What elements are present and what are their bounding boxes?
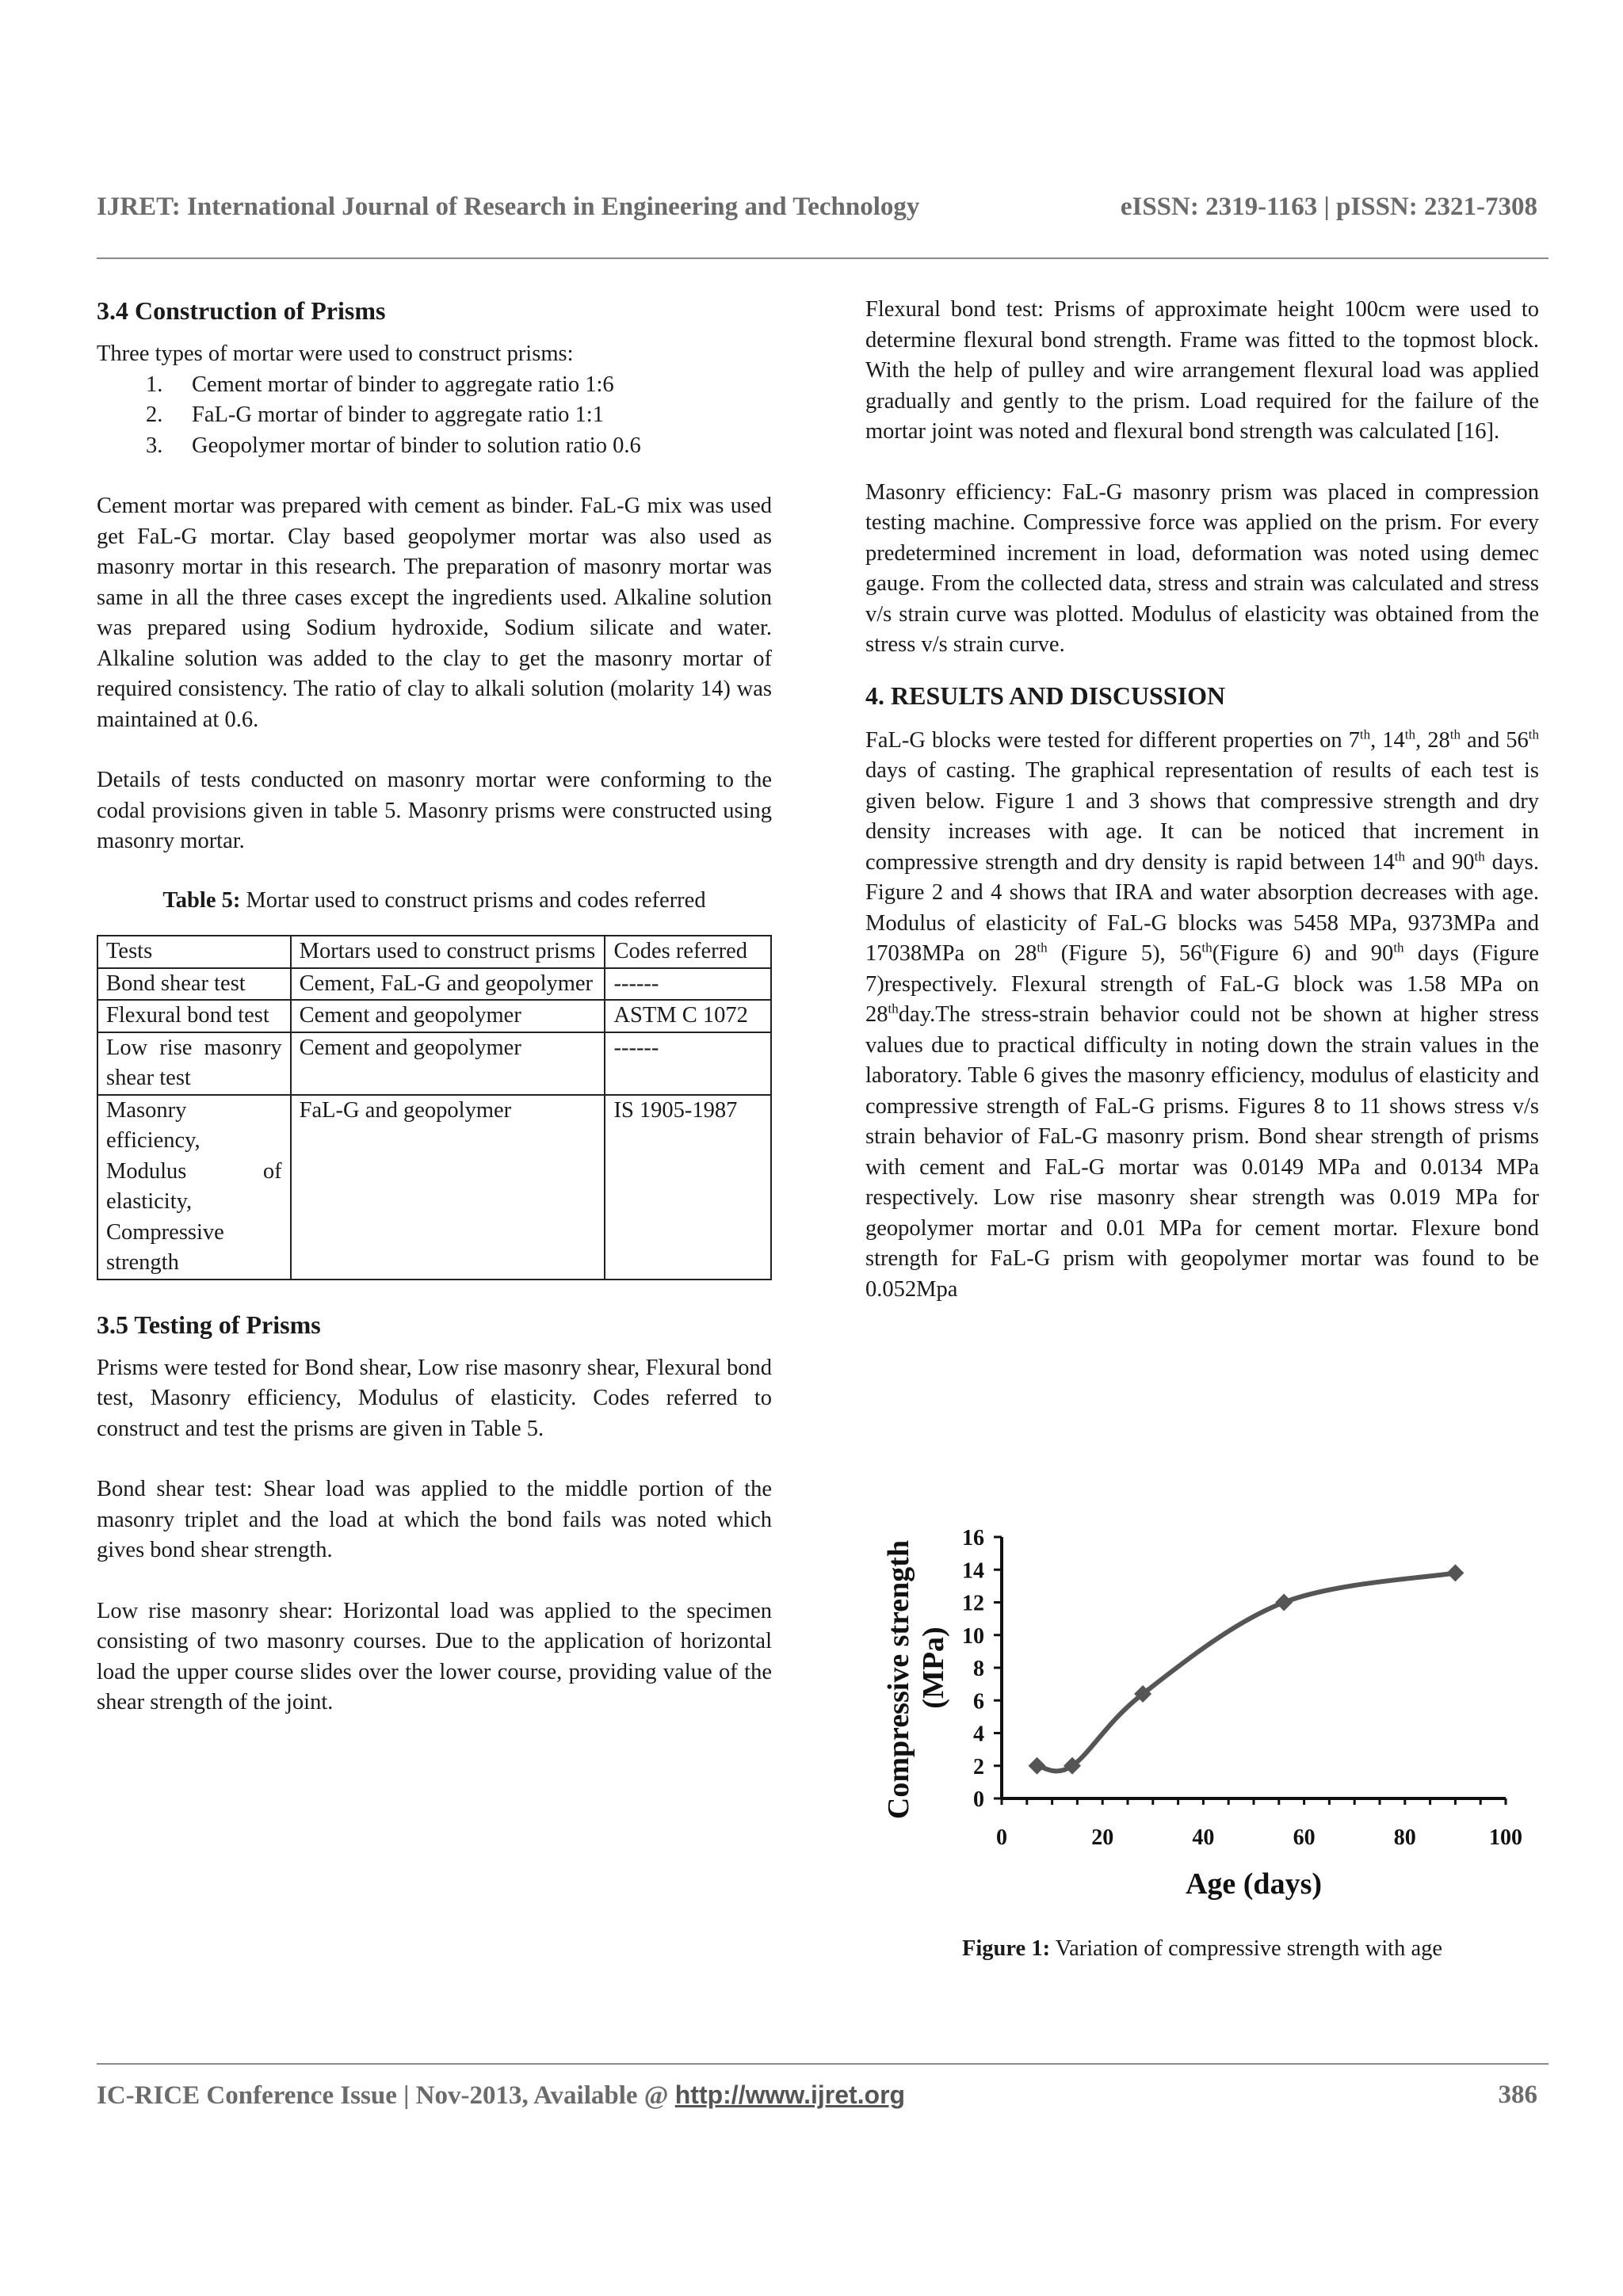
data-point [1446,1564,1464,1581]
x-tick-label: 60 [1293,1825,1316,1850]
right-column [865,295,1539,1305]
x-tick-label: 20 [1091,1825,1114,1850]
x-tick-label: 100 [1489,1825,1522,1850]
x-tick-label: 80 [1393,1825,1416,1850]
x-tick-label: 0 [996,1825,1007,1850]
header-rule [97,257,1549,259]
list-item: 3. Geopolymer mortar of binder to solution ratio 0.6 [146,433,641,458]
footer-conference: IC-RICE Conference Issue | Nov-2013, Available @ http://www.ijret.org [97,2081,906,2110]
y-tick-label: 4 [973,1722,984,1747]
compressive-strength-chart [865,1505,1539,1917]
y-tick-label: 8 [973,1657,984,1681]
y-tick-label: 6 [973,1689,984,1714]
mortar-paragraph: Cement mortar was prepared with cement as binder. FaL-G mix was used get FaL-G mortar. Clay based geopolymer mortar was also used as masonry mortar in this research. The preparation of masonry mortar was same in all the three cases except the ingredients used. Alkaline solution was prepared using Sodium hydroxide, Sodium silicate and water. Alkaline solution was added to the clay to get the masonry mortar of required consistency. The ratio of clay to alkali solution (molarity 14) was maintained at 0.6. [97,494,772,732]
y-tick-label: 14 [962,1558,984,1584]
x-axis-title: Age (days) [1185,1867,1323,1901]
journal-issn: eISSN: 2319-1163 | pISSN: 2321-7308 [1120,193,1537,221]
y-axis-title: Compressive strength [882,1539,915,1820]
section-4-heading: 4. RESULTS AND DISCUSSION [865,681,1226,710]
table-row: Flexural bond test Cement and geopolymer ASTM C 1072 [97,1000,771,1032]
table-row: Low rise masonry shear test Cement and geopolymer ------ [97,1032,771,1095]
prism-intro: Three types of mortar were used to construct prisms: [97,341,574,366]
list-item: 2. FaL-G mortar of binder to aggregate ratio 1:1 [146,402,604,427]
data-point [1029,1757,1046,1775]
table-5 [97,935,772,1280]
mortar-list [97,370,772,462]
low-rise-paragraph: Low rise masonry shear: Horizontal load was applied to the specimen consisting of two masonry courses. Due to the application of horizontal load the upper course slides over the lower course, providing value of the shear strength of the joint. [97,1598,772,1714]
journal-link[interactable]: http://www.ijret.org [674,2081,906,2109]
list-item: 1. Cement mortar of binder to aggregate ratio 1:6 [146,372,614,397]
y-tick-label: 2 [973,1754,984,1779]
section-3-5-heading: 3.5 Testing of Prisms [97,1310,321,1339]
table-row: Bond shear test Cement, FaL-G and geopolymer ------ [97,968,771,1001]
table-5-caption: Table 5: Mortar used to construct prisms and codes referred [162,887,706,913]
testing-paragraph: Prisms were tested for Bond shear, Low rise masonry shear, Flexural bond test, Masonry efficiency, Modulus of elasticity. Codes referred to construct and test the prisms are given in Table 5. [97,1355,772,1441]
table-header-row: Tests Mortars used to construct prisms Codes referred [97,936,771,968]
y-axis-title-units: (MPa) [917,1627,950,1709]
series-line [1037,1573,1456,1771]
masonry-efficiency-paragraph: Masonry efficiency: FaL-G masonry prism was placed in compression testing machine. Compressive force was applied on the prism. For every predetermined increment in load, deformation was noted using demec gauge. From the collected data, stress and strain was calculated and stress v/s strain curve was plotted. Modulus of elasticity was obtained from the stress v/s strain curve. [865,479,1539,657]
results-paragraph: FaL-G blocks were tested for different properties on 7th, 14th, 28th and 56th days of casting. The graphical representation of results of each test is given below. Figure 1 and 3 shows that compressive strength and dry density increases with age. It can be noticed that increment in compressive strength and dry density is rapid between 14th and 90th days. Figure 2 and 4 shows that IRA and water absorption decreases with age. Modulus of elasticity of FaL-G blocks was 5458 MPa, 9373MPa and 17038MPa on 28th (Figure 5), 56th(Figure 6) and 90th days (Figure 7)respectively. Flexural strength of FaL-G block was 1.58 MPa on 28thday.The stress-strain behavior could not be shown at higher stress values due to practical difficulty in noting down the strain values in the laboratory. Table 6 gives the masonry efficiency, modulus of elasticity and compressive strength of FaL-G prisms. Figures 8 to 11 shows stress v/s strain behavior of FaL-G masonry prism. Bond shear strength of prisms with cement and FaL-G mortar was 0.0149 MPa and 0.0134 MPa respectively. Low rise masonry shear strength was 0.019 MPa for geopolymer mortar and 0.01 MPa for cement mortar. Flexure bond strength for FaL-G prism with geopolymer mortar was found to be 0.052Mpa [865,727,1540,1302]
y-tick-label: 10 [962,1623,984,1649]
figure-1-caption: Figure 1: Variation of compressive strength with age [961,1936,1442,1961]
section-3-4-heading: 3.4 Construction of Prisms [97,296,386,325]
page-number: 386 [1498,2081,1537,2109]
x-tick-label: 40 [1192,1825,1215,1850]
table-row: Masonry efficiency, Modulus of elasticity, Compressive strength FaL-G and geopolymer IS 1905-1987 [97,1095,771,1280]
y-tick-label: 0 [973,1787,984,1812]
y-tick-label: 16 [962,1526,984,1550]
data-point [1275,1594,1293,1611]
left-column [97,295,772,1749]
bond-shear-paragraph: Bond shear test: Shear load was applied to the middle portion of the masonry triplet and the load at which the bond fails was noted which gives bond shear strength. [97,1477,772,1562]
journal-title: IJRET: International Journal of Research in Engineering and Technology [97,193,920,221]
tests-paragraph: Details of tests conducted on masonry mortar were conforming to the codal provisions given in table 5. Masonry prisms were constructed using masonry mortar. [97,768,772,853]
flexural-bond-paragraph: Flexural bond test: Prisms of approximate height 100cm were used to determine flexural bond strength. Frame was fitted to the topmost block. With the help of pulley and wire arrangement flexural load was applied gradually and gently to the prism. Load required for the failure of the mortar joint was noted and flexural bond strength was calculated [16]. [865,297,1539,444]
y-tick-label: 12 [962,1591,984,1616]
footer-rule [97,2063,1549,2065]
